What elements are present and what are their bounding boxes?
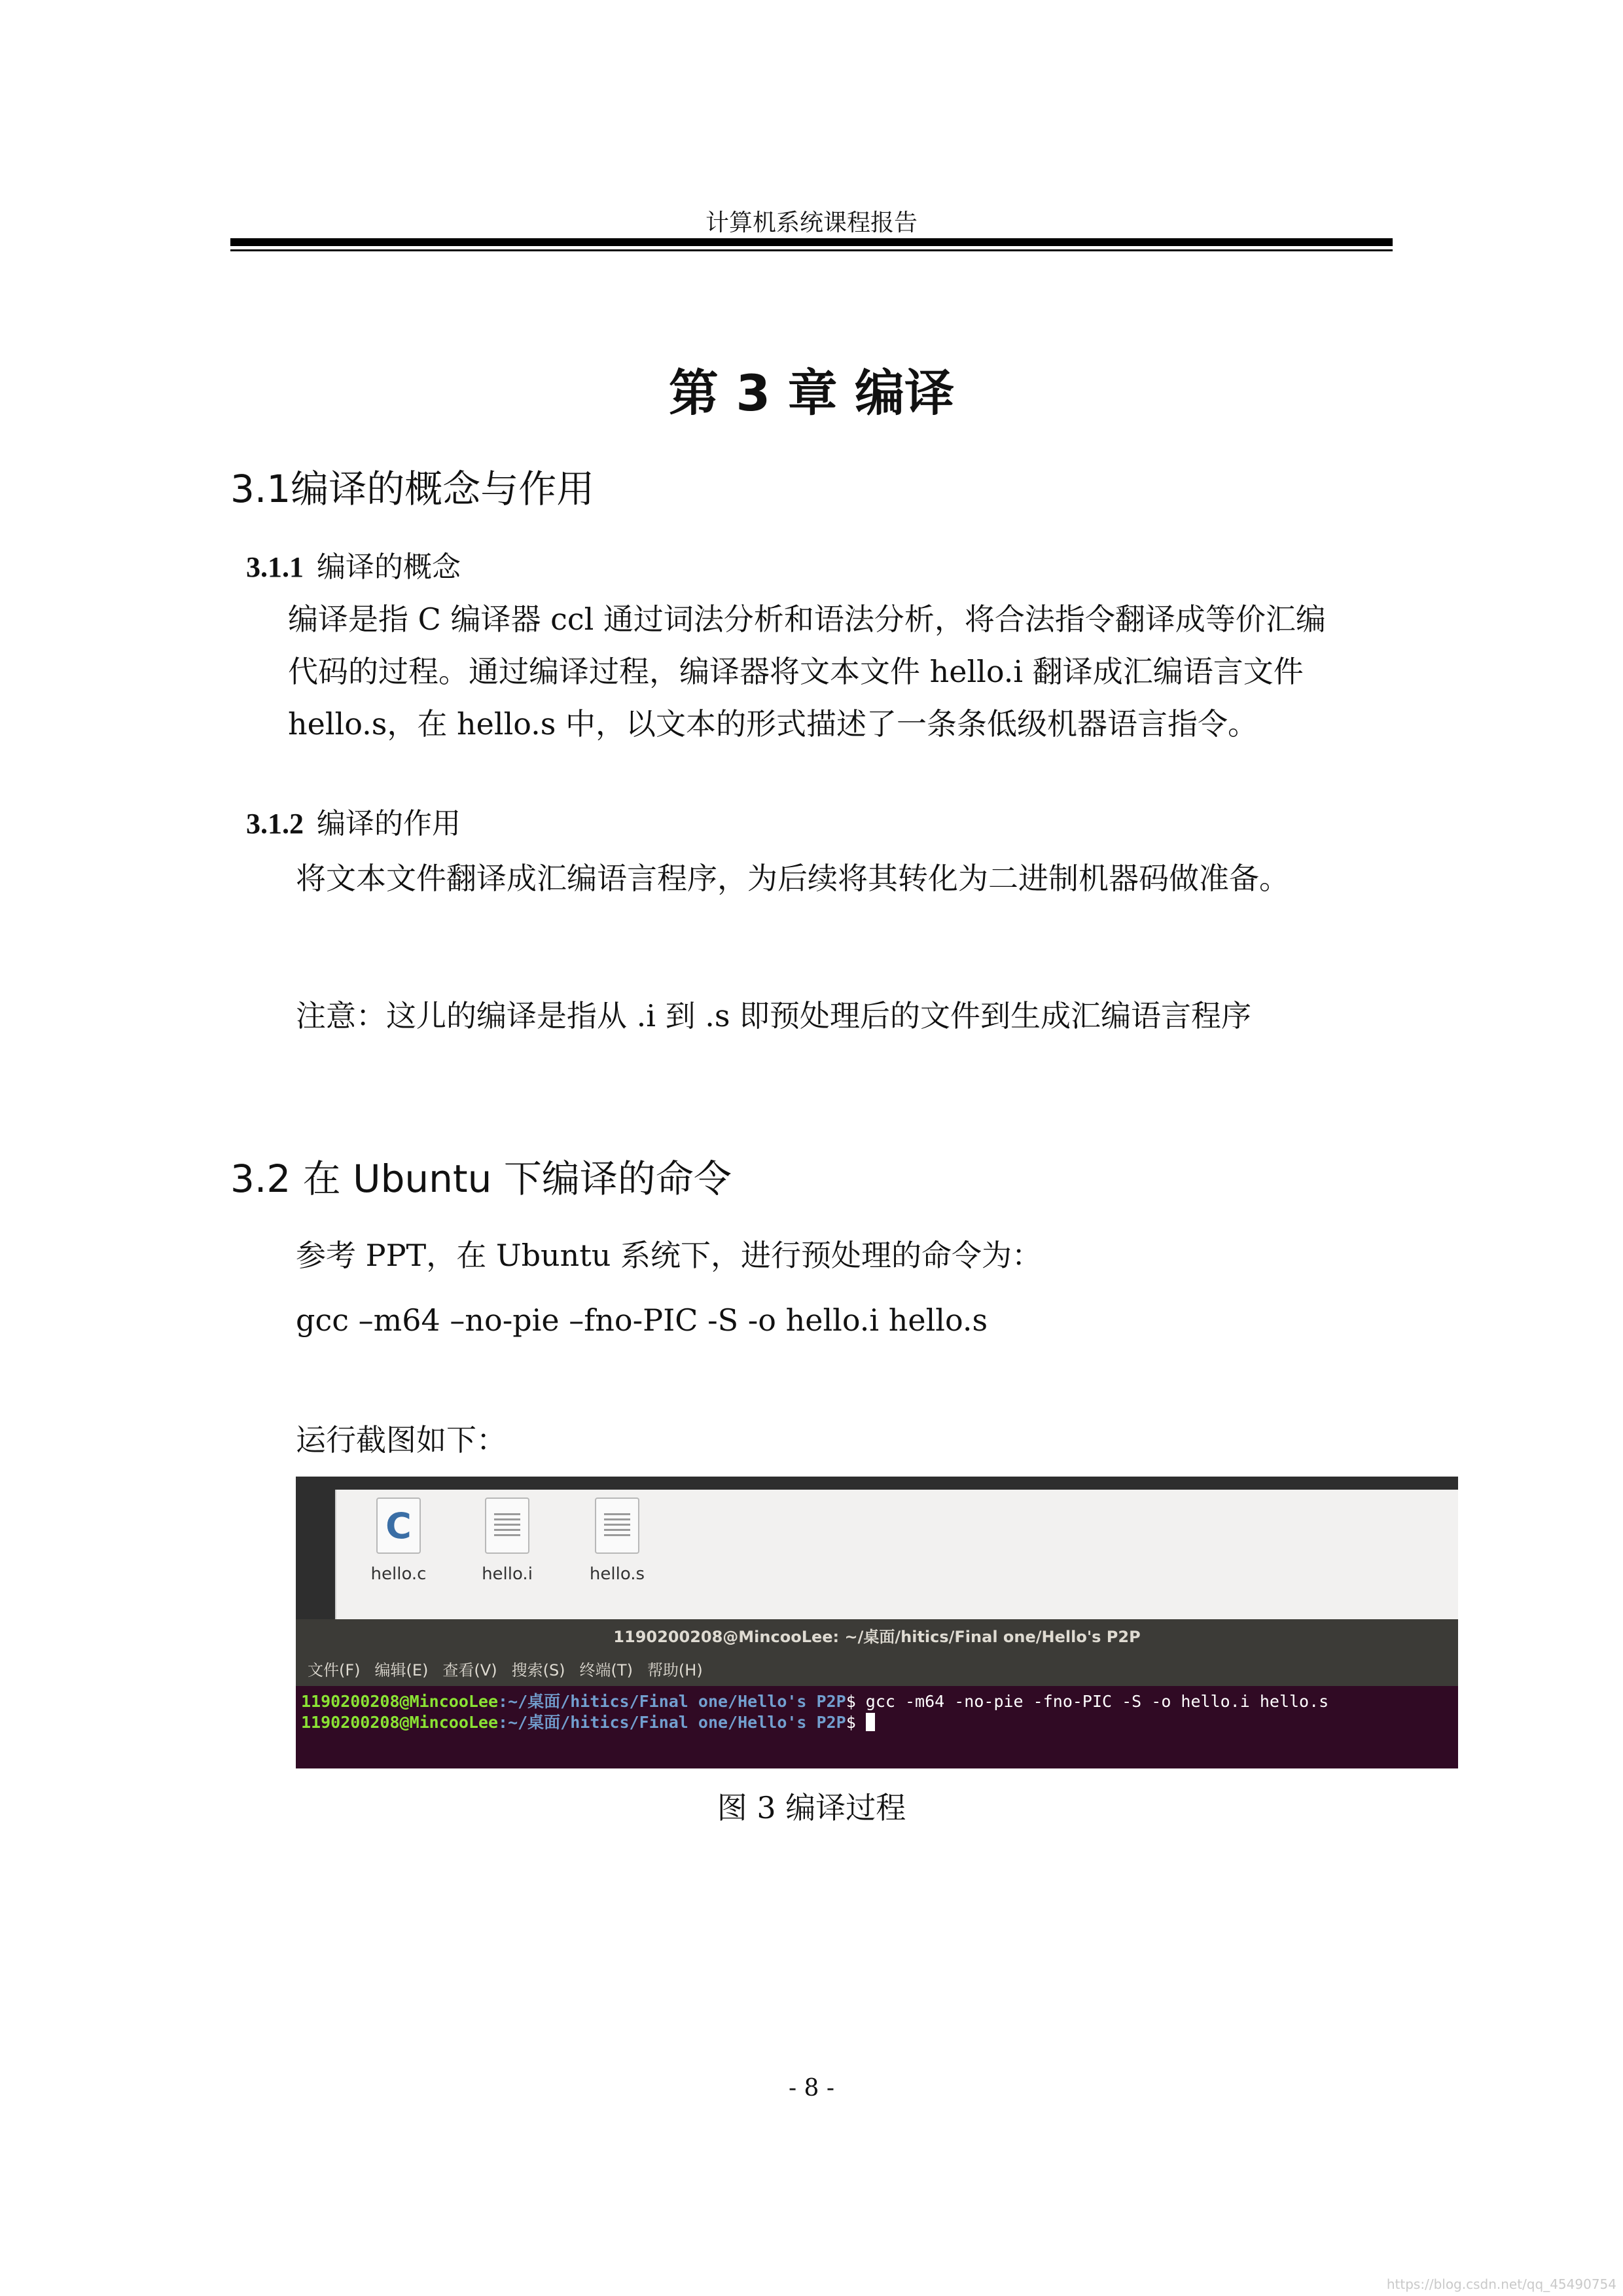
- file-name: hello.c: [370, 1564, 427, 1584]
- terminal-command: $ gcc -m64 -no-pie -fno-PIC -S -o hello.i hello.s: [846, 1692, 1329, 1711]
- section-heading-3-2: 3.2 在 Ubuntu 下编译的命令: [230, 1157, 732, 1201]
- menu-view: 查看(V): [442, 1661, 497, 1679]
- paragraph-line: 将文本文件翻译成汇编语言程序，为后续将其转化为二进制机器码做准备。: [296, 861, 1289, 896]
- menu-edit: 编辑(E): [374, 1661, 429, 1679]
- file-name: hello.i: [482, 1564, 533, 1584]
- terminal-screenshot: [296, 1477, 1458, 1768]
- text-file-icon: [595, 1498, 639, 1554]
- paragraph-line: 参考 PPT，在 Ubuntu 系统下，进行预处理的命令为：: [296, 1238, 1043, 1273]
- watermark: https://blog.csdn.net/qq_45490754: [1386, 2276, 1616, 2292]
- menu-search: 搜索(S): [511, 1661, 565, 1679]
- file-item-hello-c: [349, 1498, 448, 1584]
- terminal-line: [296, 1712, 1458, 1733]
- file-manager-panel: [335, 1490, 1458, 1627]
- paragraph-line: 代码的过程。通过编译过程，编译器将文本文件 hello.i 翻译成汇编语言文件: [288, 654, 1304, 689]
- prompt-path: :~/桌面/hitics/Final one/Hello's P2P: [498, 1692, 846, 1711]
- c-source-file-icon: C: [376, 1498, 421, 1554]
- run-screenshot-label: 运行截图如下：: [296, 1422, 507, 1458]
- menu-help: 帮助(H): [647, 1661, 703, 1679]
- paragraph-line: 编译是指 C 编译器 ccl 通过词法分析和语法分析，将合法指令翻译成等价汇编: [288, 601, 1326, 637]
- prompt-path: :~/桌面/hitics/Final one/Hello's P2P: [498, 1713, 846, 1732]
- file-item-hello-i: [458, 1498, 556, 1584]
- subsection-number: 3.1.2: [246, 808, 304, 840]
- terminal-title-bar: 1190200208@MincooLee: ~/桌面/hitics/Final one/Hello's P2P: [296, 1619, 1458, 1655]
- paragraph-line: hello.s，在 hello.s 中，以文本的形式描述了一条条低级机器语言指令。: [288, 706, 1258, 742]
- prompt-user: 1190200208@MincooLee: [301, 1692, 499, 1711]
- header-rule-thick: [230, 238, 1393, 246]
- terminal-body: [296, 1686, 1458, 1768]
- terminal-line: [296, 1691, 1458, 1712]
- subsection-title: 编译的作用: [317, 807, 461, 840]
- chapter-title: 第 3 章 编译: [668, 364, 955, 422]
- subsection-title: 编译的概念: [317, 550, 461, 584]
- subsection-heading-3-1-1: [246, 543, 461, 585]
- figure-caption: 图 3 编译过程: [717, 1790, 906, 1825]
- subsection-number: 3.1.1: [246, 551, 304, 583]
- menu-terminal: 终端(T): [579, 1661, 633, 1679]
- menu-file: 文件(F): [308, 1661, 361, 1679]
- section-heading-3-1: 3.1编译的概念与作用: [230, 467, 595, 511]
- subsection-heading-3-1-2: [246, 800, 461, 842]
- file-name: hello.s: [589, 1564, 645, 1584]
- text-file-icon: [485, 1498, 529, 1554]
- terminal-command: $: [846, 1713, 866, 1732]
- prompt-user: 1190200208@MincooLee: [301, 1713, 499, 1732]
- running-header: 计算机系统课程报告: [705, 209, 918, 236]
- header-rule-thin: [230, 249, 1393, 251]
- file-item-hello-s: [568, 1498, 666, 1584]
- page-number: - 8 -: [788, 2075, 835, 2102]
- command-line: gcc –m64 –no-pie –fno-PIC -S -o hello.i hello.s: [296, 1302, 988, 1338]
- terminal-cursor: [866, 1713, 875, 1731]
- note-line: 注意：这儿的编译是指从 .i 到 .s 即预处理后的文件到生成汇编语言程序: [296, 998, 1252, 1033]
- terminal-menu-bar: [296, 1655, 1458, 1686]
